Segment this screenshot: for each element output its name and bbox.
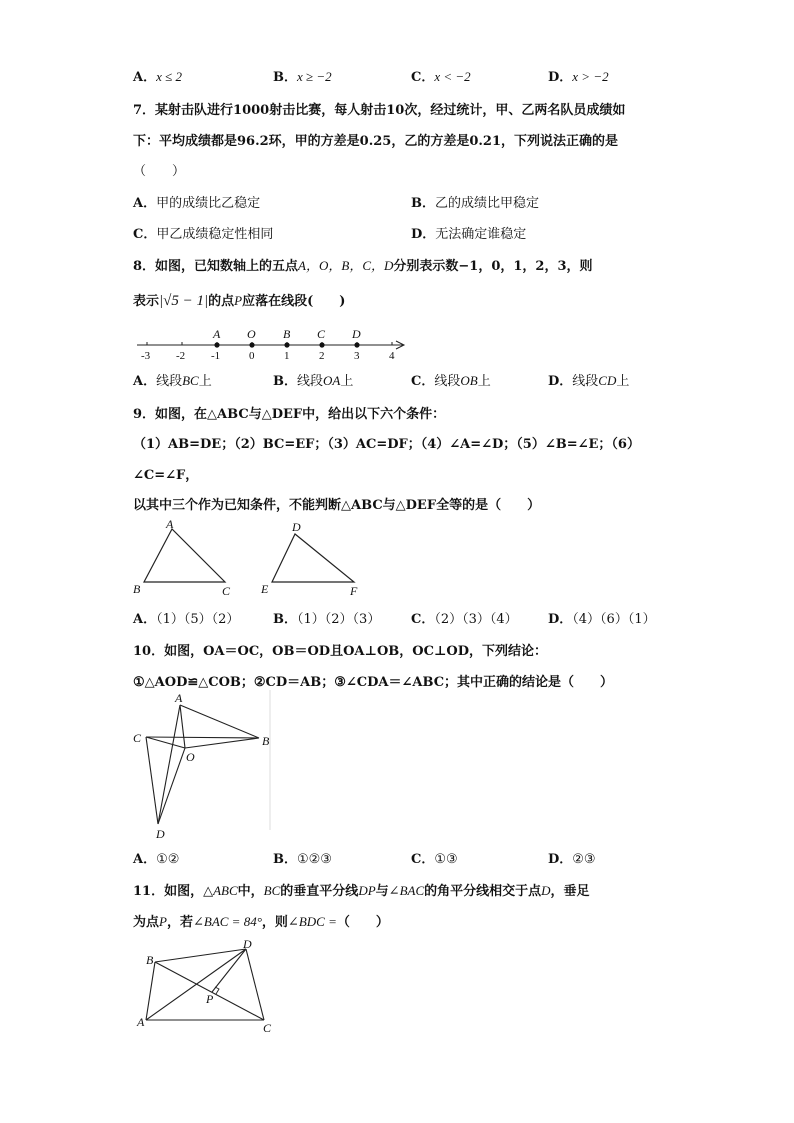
vertex-b-label: B <box>146 953 154 967</box>
tick-label: 4 <box>389 350 395 362</box>
q9-option-c[interactable]: C．（2）（3）（4） <box>411 612 518 627</box>
point-d-label: D <box>352 327 361 341</box>
point-c-dot <box>319 342 324 347</box>
vertex-d-label: D <box>243 940 252 951</box>
vertex-f-label: F <box>350 584 358 598</box>
q8-line-2: 表示|√5 − 1|的点P应落在线段( ) <box>133 293 346 309</box>
point-d-dot <box>354 342 359 347</box>
q7-option-a[interactable]: A．甲的成绩比乙稳定 <box>133 196 261 211</box>
q6-option-c[interactable]: C．x < −2 <box>411 69 471 85</box>
vertex-c-label: C <box>133 731 142 745</box>
q9-line-1: 9．如图，在△ABC与△DEF中，给出以下六个条件： <box>133 407 446 422</box>
tick-label: 0 <box>249 350 255 362</box>
q10-line-2: ①△AOD≌△COB；②CD＝AB；③∠CDA＝∠ABC；其中正确的结论是（ ） <box>133 675 614 690</box>
q10-option-a[interactable]: A．①② <box>133 852 180 867</box>
q7-line-1: 7．某射击队进行1000射击比赛，每人射击10次，经过统计，甲、乙两名队员成绩如 <box>133 103 626 118</box>
q10-option-c[interactable]: C．①③ <box>411 852 458 867</box>
q8-option-c[interactable]: C．线段OB上 <box>411 373 491 389</box>
vertex-a-label: A <box>137 1015 145 1029</box>
vertex-d-label: D <box>292 520 301 534</box>
tick-label: 2 <box>319 350 325 362</box>
q6-option-b[interactable]: B．x ≥ −2 <box>273 69 332 85</box>
q8-line-1: 8．如图，已知数轴上的五点A，O，B，C，D分别表示数−1，0，1，2，3，则 <box>133 258 593 274</box>
q6-option-a[interactable]: A．x ≤ 2 <box>133 69 182 85</box>
q8-option-b[interactable]: B．线段OA上 <box>273 373 354 389</box>
point-c-label: C <box>317 327 326 341</box>
point-b-label: B <box>283 327 291 341</box>
vertex-o-label: O <box>186 750 195 764</box>
q7-option-c[interactable]: C．甲乙成绩稳定性相同 <box>133 227 274 242</box>
q9-option-a[interactable]: A．（1）（5）（2） <box>133 612 240 627</box>
vertex-b-label: B <box>262 734 270 748</box>
vertex-e-label: E <box>261 582 269 596</box>
q11-figure <box>133 940 283 1035</box>
q11-line-1: 11．如图，△ABC中，BC的垂直平分线DP与∠BAC的角平分线相交于点D，垂足 <box>133 883 590 899</box>
vertex-c-label: C <box>222 584 231 598</box>
q7-option-b[interactable]: B．乙的成绩比甲稳定 <box>411 196 540 211</box>
abs-sqrt-expression: |√5 − 1| <box>159 293 209 309</box>
q10-option-b[interactable]: B．①②③ <box>273 852 332 867</box>
q9-option-d[interactable]: D．（4）（6）（1） <box>548 612 656 627</box>
tick-label: -3 <box>141 350 151 362</box>
q9-line-3: ∠C=∠F， <box>133 468 199 483</box>
vertex-p-label: P <box>206 992 214 1006</box>
q8-option-d[interactable]: D．线段CD上 <box>548 373 630 389</box>
number-line <box>133 326 413 364</box>
q10-figure <box>130 690 275 842</box>
q7-line-3: （ ） <box>133 164 186 179</box>
vertex-a-label: A <box>175 691 183 705</box>
point-a-dot <box>214 342 219 347</box>
q10-option-d[interactable]: D．②③ <box>548 852 596 867</box>
q9-option-b[interactable]: B．（1）（2）（3） <box>273 612 381 627</box>
triangle-def <box>272 534 354 582</box>
vertex-d-label: D <box>156 827 165 841</box>
point-a-label: A <box>213 327 221 341</box>
q9-line-2: （1）AB=DE；（2）BC=EF；（3）AC=DF；（4）∠A=∠D；（5）∠B=∠E；（6） <box>133 437 640 452</box>
point-o-label: O <box>247 327 256 341</box>
tick-label: -1 <box>211 350 221 362</box>
vertex-a-label: A <box>166 518 174 531</box>
q9-line-4: 以其中三个作为已知条件，不能判断△ABC与△DEF全等的是（ ） <box>133 498 541 513</box>
point-o-dot <box>249 342 254 347</box>
q8-option-a[interactable]: A．线段BC上 <box>133 373 212 389</box>
vertex-b-label: B <box>133 582 141 596</box>
q7-line-2: 下：平均成绩都是96.2环，甲的方差是0.25，乙的方差是0.21，下列说法正确的是 <box>133 134 618 149</box>
point-b-dot <box>284 342 289 347</box>
tick-label: -2 <box>176 350 186 362</box>
q10-line-1: 10．如图，OA＝OC，OB＝OD且OA⊥OB，OC⊥OD，下列结论： <box>133 644 548 659</box>
tick-label: 3 <box>354 350 360 362</box>
q6-option-d[interactable]: D．x > −2 <box>548 69 609 85</box>
q7-option-d[interactable]: D．无法确定谁稳定 <box>411 227 527 242</box>
triangle-abc <box>144 529 225 582</box>
q9-triangles-figure <box>130 518 370 600</box>
vertex-c-label: C <box>263 1021 272 1035</box>
tick-label: 1 <box>284 350 290 362</box>
q11-line-2: 为点P，若∠BAC = 84°，则∠BDC =（ ） <box>133 914 389 930</box>
